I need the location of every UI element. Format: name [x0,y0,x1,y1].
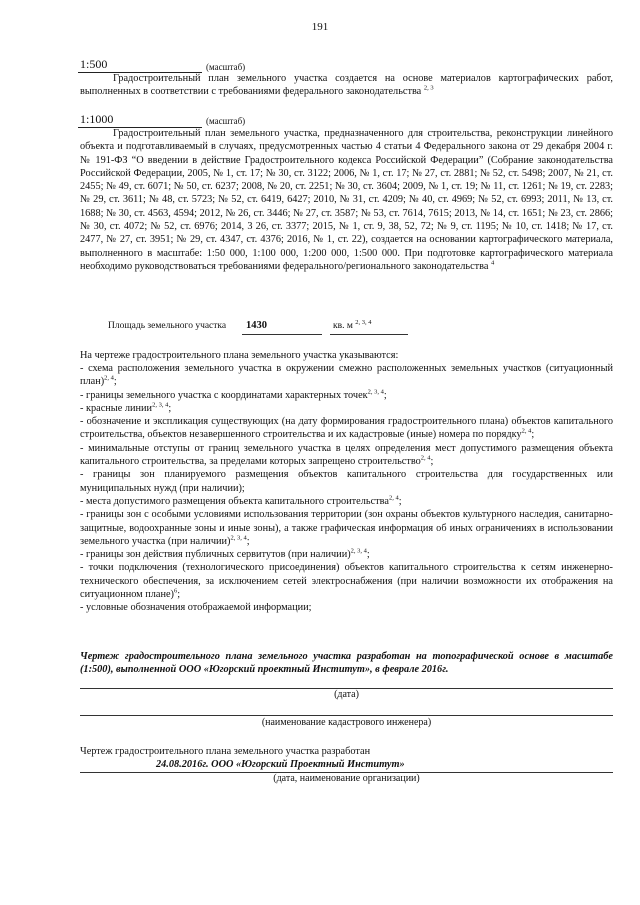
area-value: 1430 [246,320,267,331]
drawing-contents-item [80,389,613,402]
drawing-contents-item [80,495,613,508]
drawing-contents-item-punct: ; [531,429,535,441]
drawing-contents-item-punct: ; [430,456,434,468]
drawing-contents-item-footnote: 2, 4 [521,428,532,436]
paragraph-2-footnote: 4 [491,259,495,267]
drawing-contents-item-footnote: 2, 4 [104,374,114,382]
scale-label-2: (масштаб) [206,116,246,126]
drawing-contents-item-text: - границы зон планируемого размещения объектов капитального строительства для государственных или муниципальных нужд (при наличии); [80,469,613,494]
area-value-underline [242,334,322,335]
drawing-contents-item-footnote: 2, 4 [420,454,431,462]
drawing-contents-item-punct: ; [177,589,181,601]
drawing-contents-item-footnote: 2, 3, 4 [230,534,247,542]
area-unit-underline [330,334,408,335]
scale-value-1: 1:500 [80,57,108,71]
drawing-contents-item-footnote: 2, 3, 4 [350,547,367,555]
developed-by-value: 24.08.2016г. ООО «Югорский Проектный Институт» [156,759,405,770]
developed-by-label: Чертеж градостроительного плана земельного участка разработан [80,746,371,757]
drawing-contents-item-footnote: 6 [174,587,178,595]
drawing-topographic-basis-note: Чертеж градостроительного плана земельного участка разработан на топографической основе в масштабе (1:500), выполненной ООО «Югорский проектный Институт», в феврале 2016г. [80,651,613,676]
drawing-contents-item-punct: ; [383,389,387,401]
scale-value-2: 1:1000 [80,112,114,126]
drawing-contents-item-footnote: 2, 4 [388,494,399,502]
drawing-contents-intro: На чертеже градостроительного плана земельного участка указываются: [80,350,399,361]
caption-cadastral-engineer: (наименование кадастрового инженера) [261,717,432,728]
engineer-line [80,715,613,716]
drawing-contents-item-punct: ; [366,549,370,561]
caption-date: (дата) [334,689,359,700]
drawing-contents-item-text: - обозначение и экспликация существующих (на дату формирования градостроительного плана) объектов капитального строительства, объектов незавершенного строительства и их кадастровые (иные) номера по порядку [80,416,613,441]
drawing-contents-item [80,402,613,415]
area-unit-text: кв. м [333,321,353,331]
drawing-contents-item-punct: ; [168,402,172,414]
drawing-contents-item-text: - схема расположения земельного участка в окружении смежно расположенных земельных участков (ситуационный план) [80,363,613,388]
drawing-contents-item-footnote: 2, 3, 4 [367,388,384,396]
drawing-contents-item [80,508,613,548]
drawing-contents-item-text: - границы земельного участка с координатами характерных точек [80,389,368,401]
paragraph-2-text: Градостроительный план земельного участка, предназначенного для строительства, реконструкции линейного объекта и подготавливаемый в случаях, предусмотренных частью 4 статьи 4 Федерального закона от 29 декабря 2004 г. № 191-ФЗ “О введении в действие Градостроительного кодекса Российской Федерации” (Собрание законодательства Российской Федерации, 2005, № 1, ст. 17; № 30, ст. 3122; 2006, № 1, ст. 17; № 27, ст. 2881; № 52, ст. 5498; 2007, № 21, ст. 2455; № 49, ст. 6071; № 50, ст. 6237; 2008, № 20, ст. 2251; № 30, ст. 3604; 2009, № 1, ст. 19; № 11, ст. 1261; № 19, ст. 2283; № 29, ст. 3611; № 48, ст. 5723; № 52, ст. 6419, 6427; 2010, № 31, ст. 4209; № 40, ст. 4969; № 52, ст. 6993; 2011, № 13, ст. 1688; № 30, ст. 4563, 4594; 2012, № 26, ст. 3446; № 27, ст. 3587; № 53, ст. 7614, 7615; 2013, № 14, ст. 1651; № 23, ст. 2866; № 30, ст. 4072; № 52, ст. 6976; 2014, 3 26, ст. 3377; 2015, № 1, ст. 9, 38, 52, 72; № 9, ст. 1195; № 10, ст. 1418; № 17, ст. 2477, № 27, ст. 3951; № 29, ст. 4347, ст. 4376; 2016, № 1, ст. 22), создается на основании картографического материала, выполненного в масштабе: 1:50 000, 1:100 000, 1:200 000, 1:500 000. При подготовке картографического материала необходимо руководствоваться требованиями федерального/регионального законодательства [80,128,613,272]
page-number: 191 [311,21,329,33]
drawing-contents-item-footnote: 2, 3, 4 [152,401,169,409]
drawing-contents-item-text: - границы зон действия публичных сервитутов (при наличии) [80,549,351,561]
drawing-contents-item-text: - места допустимого размещения объекта капитального строительства [80,495,389,507]
area-unit [333,318,372,331]
drawing-contents-item [80,415,613,442]
drawing-contents-item [80,601,613,614]
drawing-contents-item-text: - границы зон с особыми условиями использования территории (зон охраны объектов культурного наследия, санитарно-защитные, водоохранные зоны и иные зоны), а также графическая информация об иных ограничениях в использовании земельного участка (при наличии) [80,509,613,547]
drawing-contents-item-punct: ; [246,535,250,547]
paragraph-linear-object [80,127,613,273]
paragraph-cartographic-basis [80,72,613,99]
drawing-contents-item [80,561,613,601]
area-footnote: 2, 3, 4 [355,318,372,326]
area-label: Площадь земельного участка [108,321,227,331]
drawing-contents-item-text: - красные линии [80,402,153,414]
drawing-contents-item-punct: ; [398,495,402,507]
drawing-contents-item-text: - точки подключения (технологического присоединения) объектов капитального строительства к сетям инженерно-технического обеспечения, за исключением сетей электроснабжения (при наличии возможности их отображения на ситуационном плане) [80,562,613,601]
caption-date-organization: (дата, наименование организации) [273,773,420,784]
scale-label-1: (масштаб) [206,62,246,72]
paragraph-1-footnote: 2, 3 [423,84,434,92]
drawing-contents-list [80,362,613,615]
drawing-contents-item [80,362,613,389]
drawing-contents-item [80,548,613,561]
drawing-contents-item [80,468,613,495]
drawing-contents-item [80,442,613,469]
paragraph-1-text: Градостроительный план земельного участка создается на основе материалов картографических работ, выполненных в соответствии с требованиями федерального законодательства [80,73,613,98]
drawing-contents-item-punct: ; [113,376,117,388]
drawing-contents-item-text: - условные обозначения отображаемой информации; [80,602,312,614]
drawing-contents-item-text: - минимальные отступы от границ земельного участка в целях определения мест допустимого размещения объекта капитального строительства, за пределами которых запрещено строительство [80,442,613,468]
